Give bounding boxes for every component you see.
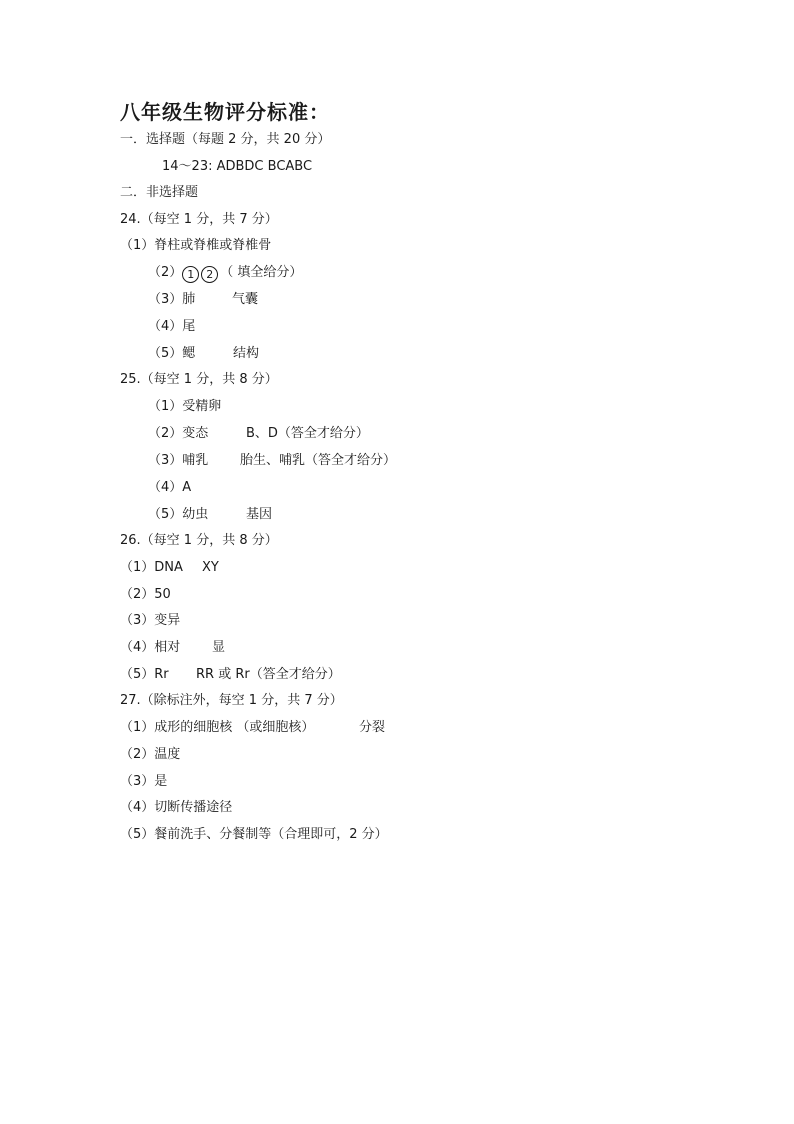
section1-heading: 一．选择题（每题 2 分，共 20 分）	[120, 132, 331, 147]
q24-heading: 24.（每空 1 分，共 7 分）	[120, 212, 278, 227]
q26-answer-5-b: RR 或 Rr（答全才给分）	[196, 667, 341, 682]
q24-answer-2-prefix: （2）	[148, 265, 183, 280]
q25-answer-3-b: 胎生、哺乳（答全才给分）	[240, 453, 397, 468]
q25-answer-2-b: B、D（答全才给分）	[246, 426, 369, 441]
q25-answer-2-a: （2）变态	[148, 426, 209, 441]
q26-answer-5-a: （5）Rr	[120, 667, 169, 682]
q24-answer-2-note: （ 填全给分）	[220, 265, 303, 280]
q27-answer-3: （3）是	[120, 774, 168, 789]
q24-answer-3-a: （3）肺	[148, 292, 196, 307]
q25-answer-5-a: （5）幼虫	[148, 507, 209, 522]
q24-answer-3-b: 气囊	[232, 292, 259, 307]
q26-answer-1-a: （1）DNA	[120, 560, 183, 575]
q25-answer-1: （1）受精卵	[148, 399, 222, 414]
section1-answers: 14～23: ADBDC BCABC	[162, 159, 313, 174]
q25-answer-4: （4）A	[148, 480, 192, 495]
q27-answer-2: （2）温度	[120, 747, 181, 762]
q24-answer-5-b: 结构	[233, 346, 260, 361]
q26-heading: 26.（每空 1 分，共 8 分）	[120, 533, 278, 548]
q26-answer-4-a: （4）相对	[120, 640, 181, 655]
q26-answer-4-b: 显	[212, 640, 226, 655]
q26-answer-1-b: XY	[202, 560, 219, 575]
q25-answer-5-b: 基因	[246, 507, 273, 522]
q27-answer-1-a: （1）成形的细胞核 （或细胞核）	[120, 720, 315, 735]
q27-answer-5: （5）餐前洗手、分餐制等（合理即可，2 分）	[120, 827, 388, 842]
q27-answer-1-b: 分裂	[359, 720, 386, 735]
q24-answer-1: （1）脊柱或脊椎或脊椎骨	[120, 238, 272, 253]
q27-answer-4: （4）切断传播途径	[120, 800, 233, 815]
q27-heading: 27.（除标注外，每空 1 分，共 7 分）	[120, 693, 343, 708]
section2-heading: 二．非选择题	[120, 185, 199, 200]
q24-answer-2	[148, 264, 302, 283]
q26-answer-3: （3）变异	[120, 613, 181, 628]
q25-heading: 25.（每空 1 分，共 8 分）	[120, 372, 278, 387]
page-title: 八年级生物评分标准：	[120, 100, 330, 124]
q24-answer-5-a: （5）鳃	[148, 346, 196, 361]
q25-answer-3-a: （3）哺乳	[148, 453, 209, 468]
q26-answer-2: （2）50	[120, 587, 171, 602]
q24-answer-4: （4）尾	[148, 319, 196, 334]
circled-number-2: 2	[201, 266, 218, 283]
circled-number-1: 1	[182, 266, 199, 283]
